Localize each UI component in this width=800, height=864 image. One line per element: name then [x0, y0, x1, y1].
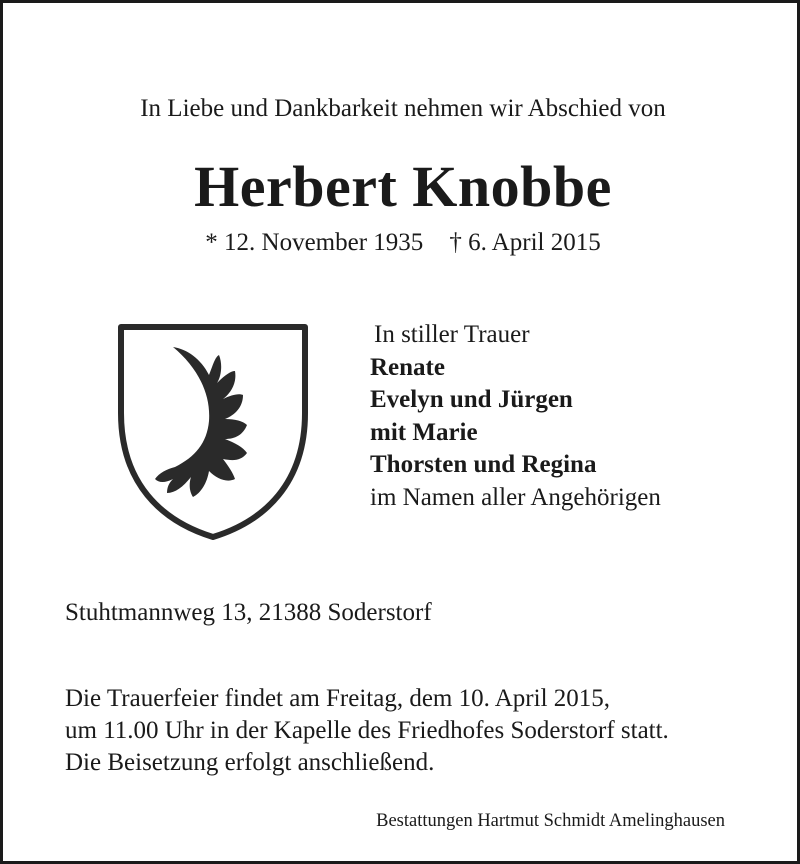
death-date: † 6. April 2015 — [449, 229, 601, 256]
mourner-name: Thorsten und Regina — [370, 451, 597, 478]
mourners-lead: In stiller Trauer — [374, 321, 530, 348]
birth-date: * 12. November 1935 — [205, 229, 424, 256]
mourner-name: Evelyn und Jürgen — [370, 386, 573, 413]
address: Stuhtmannweg 13, 21388 Soderstorf — [65, 599, 432, 626]
mourners-closing: im Namen aller Angehörigen — [370, 483, 661, 511]
mourner-name: mit Marie — [370, 418, 478, 446]
mourners-block — [370, 319, 661, 514]
antler-crest-icon — [117, 321, 309, 543]
life-dates — [3, 229, 800, 257]
mourner-name: Renate — [370, 353, 445, 381]
service-line: Die Trauerfeier findet am Freitag, dem 10. April 2015, — [65, 685, 611, 712]
service-line: um 11.00 Uhr in der Kapelle des Friedhofes Soderstorf statt. — [65, 717, 669, 744]
service-line: Die Beisetzung erfolgt anschließend. — [65, 749, 435, 776]
service-details — [65, 683, 669, 779]
deceased-name: Herbert Knobbe — [194, 154, 612, 219]
intro-text: In Liebe und Dankbarkeit nehmen wir Abschied von — [140, 95, 666, 122]
undertaker-credit: Bestattungen Hartmut Schmidt Amelinghausen — [376, 811, 725, 831]
